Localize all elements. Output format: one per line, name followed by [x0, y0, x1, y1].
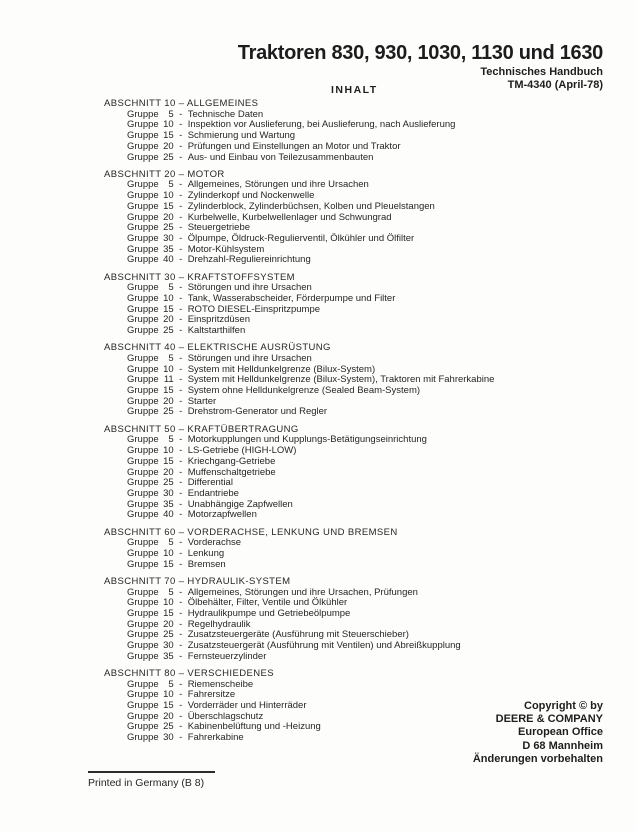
group-separator: - — [179, 374, 183, 386]
group-separator: - — [179, 689, 183, 701]
group-number: 20 — [163, 618, 174, 630]
group-separator: - — [179, 108, 183, 120]
group-title: Motorzapfwellen — [187, 509, 257, 521]
group-separator: - — [179, 292, 183, 304]
group-title: Aus- und Einbau von Teilezusammenbauten — [187, 151, 374, 163]
group-title: Überschlagschutz — [187, 710, 264, 722]
group-row — [104, 500, 584, 511]
group-label: Gruppe — [127, 108, 159, 120]
group-number: 5 — [168, 678, 174, 690]
group-row — [104, 435, 584, 446]
group-separator: - — [179, 363, 183, 375]
group-title: Unabhängige Zapfwellen — [187, 498, 293, 510]
group-number: 10 — [163, 597, 174, 609]
group-number: 15 — [163, 303, 174, 315]
group-label: Gruppe — [127, 222, 159, 234]
group-title: System ohne Helldunkelgrenze (Sealed Beam-System) — [187, 385, 421, 397]
group-row — [104, 510, 584, 521]
group-row — [104, 652, 584, 663]
group-separator: - — [179, 586, 183, 598]
group-row — [104, 234, 584, 245]
group-row — [104, 142, 584, 153]
group-separator: - — [179, 509, 183, 521]
group-title: Drehstrom-Generator und Regler — [187, 406, 328, 418]
group-label: Gruppe — [127, 700, 159, 712]
group-title: Zusatzsteuergerät (Ausführung mit Ventilen) und Abreißkupplung — [187, 640, 461, 652]
group-number: 5 — [168, 108, 174, 120]
group-title: Störungen und ihre Ursachen — [187, 282, 312, 294]
group-row — [104, 153, 584, 164]
group-separator: - — [179, 547, 183, 559]
group-separator: - — [179, 119, 183, 131]
group-row — [104, 560, 584, 571]
group-title: Zylinderkopf und Nockenwelle — [187, 190, 315, 202]
group-title: Fahrerkabine — [187, 732, 244, 744]
toc-section — [104, 425, 584, 521]
group-separator: - — [179, 395, 183, 407]
group-label: Gruppe — [127, 710, 159, 722]
group-title: Zusatzsteuergeräte (Ausführung mit Steuerschieber) — [187, 629, 409, 641]
group-title: Kaltstarthilfen — [187, 325, 246, 337]
group-label: Gruppe — [127, 509, 159, 521]
group-title: Kurbelwelle, Kurbelwellenlager und Schwungrad — [187, 211, 392, 223]
publication-number: TM-4340 (April-78) — [507, 78, 603, 91]
group-row — [104, 397, 584, 408]
group-separator: - — [179, 607, 183, 619]
group-number: 5 — [168, 537, 174, 549]
group-label: Gruppe — [127, 487, 159, 499]
group-title: System mit Helldunkelgrenze (Bilux-System), Traktoren mit Fahrerkabine — [187, 374, 495, 386]
group-title: Motorkupplungen und Kupplungs-Betätigungseinrichtung — [187, 434, 427, 446]
copyright-line: European Office — [518, 726, 603, 739]
group-title: ROTO DIESEL-Einspritzpumpe — [187, 303, 321, 315]
group-separator: - — [179, 487, 183, 499]
group-title: LS-Getriebe (HIGH-LOW) — [187, 445, 297, 457]
group-row — [104, 609, 584, 620]
group-number: 25 — [163, 477, 174, 489]
group-title: Ölbehälter, Filter, Ventile und Ölkühler — [187, 597, 348, 609]
group-label: Gruppe — [127, 537, 159, 549]
group-number: 20 — [163, 710, 174, 722]
group-separator: - — [179, 537, 183, 549]
group-title: Technische Daten — [187, 108, 264, 120]
group-number: 11 — [163, 374, 174, 386]
group-separator: - — [179, 314, 183, 326]
group-label: Gruppe — [127, 243, 159, 255]
group-separator: - — [179, 130, 183, 142]
group-label: Gruppe — [127, 292, 159, 304]
group-label: Gruppe — [127, 721, 159, 733]
group-number: 15 — [163, 455, 174, 467]
group-separator: - — [179, 200, 183, 212]
group-title: Vorderachse — [187, 537, 242, 549]
section-heading: ABSCHNITT 20 – MOTOR — [104, 168, 225, 180]
group-label: Gruppe — [127, 597, 159, 609]
group-title: Inspektion vor Auslieferung, bei Auslieferung, nach Auslieferung — [187, 119, 456, 131]
group-separator: - — [179, 650, 183, 662]
group-label: Gruppe — [127, 140, 159, 152]
group-separator: - — [179, 498, 183, 510]
group-separator: - — [179, 243, 183, 255]
copyright-block — [473, 700, 603, 766]
group-title: Bremsen — [187, 558, 226, 570]
group-row — [104, 680, 584, 691]
group-row — [104, 386, 584, 397]
group-row — [104, 180, 584, 191]
group-title: Prüfungen und Einstellungen an Motor und Traktor — [187, 140, 401, 152]
group-row — [104, 457, 584, 468]
group-label: Gruppe — [127, 314, 159, 326]
group-separator: - — [179, 254, 183, 266]
group-title: Motor-Kühlsystem — [187, 243, 265, 255]
group-number: 25 — [163, 325, 174, 337]
section-heading: ABSCHNITT 80 – VERSCHIEDENES — [104, 667, 274, 679]
group-label: Gruppe — [127, 689, 159, 701]
group-separator: - — [179, 303, 183, 315]
group-number: 5 — [168, 179, 174, 191]
group-label: Gruppe — [127, 558, 159, 570]
group-number: 35 — [163, 243, 174, 255]
group-separator: - — [179, 618, 183, 630]
group-title: System mit Helldunkelgrenze (Bilux-System) — [187, 363, 376, 375]
group-title: Schmierung und Wartung — [187, 130, 296, 142]
publication-type: Technisches Handbuch — [480, 66, 603, 78]
group-number: 30 — [163, 640, 174, 652]
group-title: Starter — [187, 395, 217, 407]
group-label: Gruppe — [127, 466, 159, 478]
group-separator: - — [179, 282, 183, 294]
group-label: Gruppe — [127, 395, 159, 407]
group-row — [104, 120, 584, 131]
group-label: Gruppe — [127, 119, 159, 131]
group-number: 10 — [163, 363, 174, 375]
group-number: 15 — [163, 558, 174, 570]
group-label: Gruppe — [127, 151, 159, 163]
group-title: Regelhydraulik — [187, 618, 251, 630]
group-title: Ölpumpe, Öldruck-Regulierventil, Ölkühler und Ölfilter — [187, 232, 415, 244]
group-label: Gruppe — [127, 385, 159, 397]
group-title: Fahrersitze — [187, 689, 236, 701]
group-title: Differential — [187, 477, 233, 489]
group-label: Gruppe — [127, 498, 159, 510]
group-title: Allgemeines, Störungen und ihre Ursachen — [187, 179, 369, 191]
group-separator: - — [179, 211, 183, 223]
group-separator: - — [179, 352, 183, 364]
group-label: Gruppe — [127, 211, 159, 223]
page-title: Traktoren 830, 930, 1030, 1130 und 1630 — [237, 42, 603, 64]
group-label: Gruppe — [127, 325, 159, 337]
group-separator: - — [179, 558, 183, 570]
copyright-line: Änderungen vorbehalten — [472, 752, 603, 765]
group-number: 15 — [163, 130, 174, 142]
group-row — [104, 478, 584, 489]
group-row — [104, 294, 584, 305]
group-row — [104, 305, 584, 316]
group-separator: - — [179, 629, 183, 641]
toc-section — [104, 99, 584, 163]
group-label: Gruppe — [127, 434, 159, 446]
copyright-line: Copyright © by — [524, 700, 603, 712]
group-title: Einspritzdüsen — [187, 314, 250, 326]
group-number: 10 — [163, 190, 174, 202]
group-number: 10 — [163, 292, 174, 304]
group-separator: - — [179, 434, 183, 446]
group-number: 5 — [168, 282, 174, 294]
group-row — [104, 407, 584, 418]
group-label: Gruppe — [127, 640, 159, 652]
group-number: 25 — [163, 222, 174, 234]
group-number: 15 — [163, 200, 174, 212]
section-heading: ABSCHNITT 40 – ELEKTRISCHE AUSRÜSTUNG — [104, 342, 331, 354]
group-title: Allgemeines, Störungen und ihre Ursachen, Prüfungen — [187, 586, 418, 598]
group-label: Gruppe — [127, 678, 159, 690]
group-label: Gruppe — [127, 130, 159, 142]
group-title: Kriechgang-Getriebe — [187, 455, 276, 467]
group-number: 20 — [163, 466, 174, 478]
group-label: Gruppe — [127, 254, 159, 266]
group-label: Gruppe — [127, 650, 159, 662]
group-number: 10 — [163, 119, 174, 131]
group-separator: - — [179, 640, 183, 652]
group-label: Gruppe — [127, 374, 159, 386]
group-separator: - — [179, 385, 183, 397]
toc-section — [104, 343, 584, 418]
group-separator: - — [179, 732, 183, 744]
group-number: 5 — [168, 434, 174, 446]
section-heading: ABSCHNITT 70 – HYDRAULIK-SYSTEM — [104, 575, 291, 587]
group-separator: - — [179, 222, 183, 234]
group-label: Gruppe — [127, 179, 159, 191]
group-title: Kabinenbelüftung und -Heizung — [187, 721, 321, 733]
group-label: Gruppe — [127, 629, 159, 641]
group-row — [104, 446, 584, 457]
group-row — [104, 549, 584, 560]
group-separator: - — [179, 678, 183, 690]
group-row — [104, 245, 584, 256]
group-label: Gruppe — [127, 586, 159, 598]
group-title: Vorderräder und Hinterräder — [187, 700, 307, 712]
group-separator: - — [179, 232, 183, 244]
group-number: 25 — [163, 629, 174, 641]
group-row — [104, 326, 584, 337]
group-number: 25 — [163, 721, 174, 733]
group-label: Gruppe — [127, 455, 159, 467]
group-row — [104, 538, 584, 549]
group-number: 5 — [168, 586, 174, 598]
group-number: 20 — [163, 211, 174, 223]
printed-note: Printed in Germany (B 8) — [88, 777, 205, 789]
group-separator: - — [179, 190, 183, 202]
group-number: 15 — [163, 607, 174, 619]
group-separator: - — [179, 477, 183, 489]
group-number: 15 — [163, 700, 174, 712]
group-row — [104, 255, 584, 266]
group-label: Gruppe — [127, 618, 159, 630]
group-title: Lenkung — [187, 547, 225, 559]
group-separator: - — [179, 140, 183, 152]
group-label: Gruppe — [127, 547, 159, 559]
group-separator: - — [179, 406, 183, 418]
group-separator: - — [179, 455, 183, 467]
group-number: 30 — [163, 732, 174, 744]
group-title: Steuergetriebe — [187, 222, 251, 234]
group-label: Gruppe — [127, 406, 159, 418]
group-separator: - — [179, 151, 183, 163]
section-heading: ABSCHNITT 10 – ALLGEMEINES — [104, 98, 259, 109]
group-separator: - — [179, 700, 183, 712]
group-number: 25 — [163, 406, 174, 418]
group-label: Gruppe — [127, 477, 159, 489]
group-label: Gruppe — [127, 352, 159, 364]
publication-info — [480, 66, 603, 91]
group-row — [104, 489, 584, 500]
contents-heading: INHALT — [331, 84, 378, 96]
toc-section — [104, 273, 584, 337]
group-row — [104, 202, 584, 213]
group-label: Gruppe — [127, 607, 159, 619]
group-separator: - — [179, 466, 183, 478]
group-title: Fernsteuerzylinder — [187, 650, 267, 662]
group-row — [104, 315, 584, 326]
group-number: 20 — [163, 314, 174, 326]
toc-section — [104, 528, 584, 571]
group-number: 40 — [163, 509, 174, 521]
toc — [104, 99, 584, 750]
group-number: 25 — [163, 151, 174, 163]
group-separator: - — [179, 445, 183, 457]
section-heading: ABSCHNITT 60 – VORDERACHSE, LENKUNG UND BREMSEN — [104, 526, 398, 538]
group-row — [104, 641, 584, 652]
group-separator: - — [179, 325, 183, 337]
group-number: 20 — [163, 140, 174, 152]
group-label: Gruppe — [127, 363, 159, 375]
group-label: Gruppe — [127, 232, 159, 244]
group-title: Drehzahl-Reguliereinrichtung — [187, 254, 311, 266]
group-title: Störungen und ihre Ursachen — [187, 352, 312, 364]
toc-section — [104, 577, 584, 663]
group-number: 5 — [168, 352, 174, 364]
group-title: Muffenschaltgetriebe — [187, 466, 276, 478]
group-title: Tank, Wasserabscheider, Förderpumpe und Filter — [187, 292, 396, 304]
copyright-line: DEERE & COMPANY — [495, 713, 603, 726]
group-number: 20 — [163, 395, 174, 407]
group-number: 30 — [163, 232, 174, 244]
group-number: 10 — [163, 547, 174, 559]
group-row — [104, 468, 584, 479]
group-separator: - — [179, 710, 183, 722]
group-number: 30 — [163, 487, 174, 499]
group-number: 40 — [163, 254, 174, 266]
group-title: Hydraulikpumpe und Getriebeölpumpe — [187, 607, 351, 619]
group-title: Zylinderblock, Zylinderbüchsen, Kolben und Pleuelstangen — [187, 200, 435, 212]
group-separator: - — [179, 597, 183, 609]
group-label: Gruppe — [127, 190, 159, 202]
group-label: Gruppe — [127, 445, 159, 457]
group-number: 10 — [163, 689, 174, 701]
group-separator: - — [179, 721, 183, 733]
toc-section — [104, 170, 584, 266]
group-label: Gruppe — [127, 200, 159, 212]
group-label: Gruppe — [127, 732, 159, 744]
group-title: Endantriebe — [187, 487, 239, 499]
group-label: Gruppe — [127, 303, 159, 315]
copyright-line: D 68 Mannheim — [522, 739, 603, 752]
section-heading: ABSCHNITT 30 – KRAFTSTOFFSYSTEM — [104, 271, 295, 283]
group-number: 10 — [163, 445, 174, 457]
group-label: Gruppe — [127, 282, 159, 294]
group-title: Riemenscheibe — [187, 678, 254, 690]
group-separator: - — [179, 179, 183, 191]
group-row — [104, 213, 584, 224]
group-number: 15 — [163, 385, 174, 397]
section-heading: ABSCHNITT 50 – KRAFTÜBERTRAGUNG — [104, 423, 299, 435]
group-number: 35 — [163, 650, 174, 662]
footer-rule — [88, 771, 215, 773]
group-number: 35 — [163, 498, 174, 510]
